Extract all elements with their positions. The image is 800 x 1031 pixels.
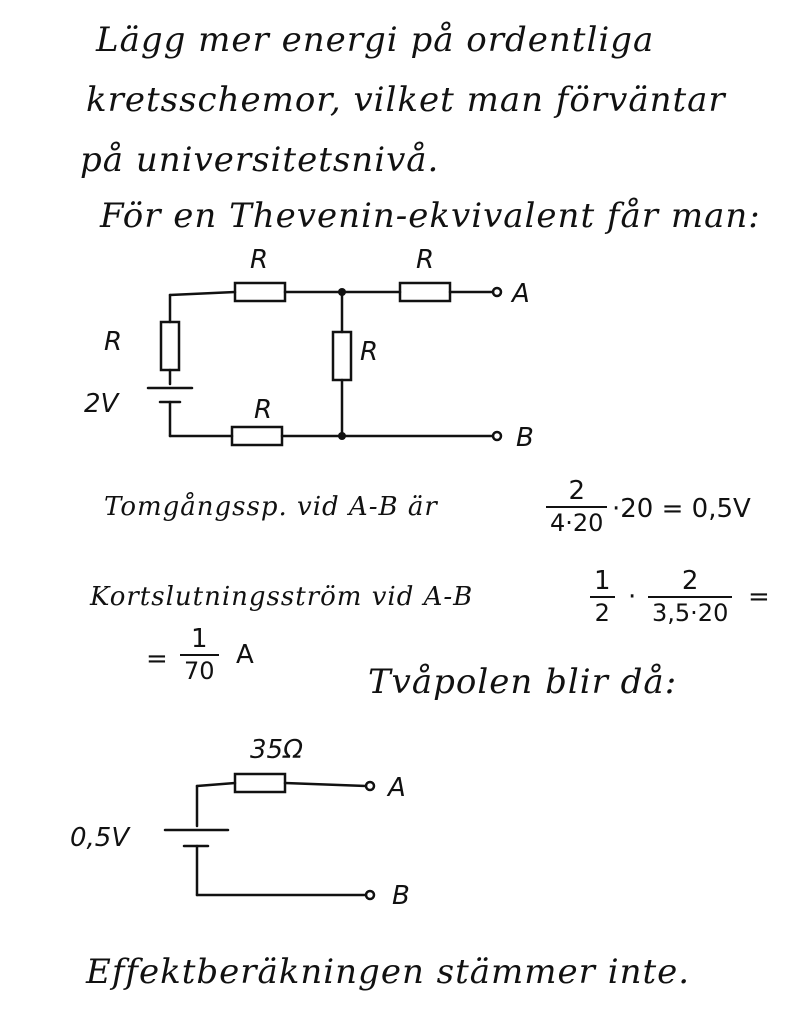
fraction-numerator: 2	[568, 476, 585, 506]
junction-dot-top	[338, 288, 346, 296]
circuit-diagram-2	[165, 774, 374, 899]
short-circuit-fraction-2	[648, 566, 732, 628]
source-label-1: 2V	[84, 389, 119, 419]
fraction-numerator: 1	[594, 566, 611, 596]
resistor-label-top-right: R	[416, 245, 435, 275]
resistor-label-top-left: R	[250, 245, 269, 275]
equals-sign-2: =	[146, 644, 168, 674]
terminal-b-label-2: B	[392, 881, 410, 911]
fraction-denominator: 2	[594, 599, 610, 627]
short-circuit-fraction-1	[590, 566, 615, 628]
equals-sign: =	[748, 582, 770, 612]
multiply-dot: ·	[628, 582, 637, 612]
twopole-text: Tvåpolen blir då:	[368, 662, 678, 702]
current-unit: A	[236, 640, 254, 670]
terminal-a-label-1: A	[512, 279, 530, 309]
resistor-label-left: R	[104, 327, 123, 357]
junction-dot-bottom	[338, 432, 346, 440]
fraction-numerator: 1	[191, 624, 208, 654]
closing-text: Effektberäkningen stämmer inte.	[86, 952, 691, 992]
short-circuit-result-fraction	[180, 624, 219, 686]
fraction-denominator: 4·20	[550, 509, 604, 537]
source-label-2: 0,5V	[70, 823, 130, 853]
terminal-b-label-1: B	[516, 423, 534, 453]
open-circuit-fraction	[546, 476, 607, 538]
terminal-a-label-2: A	[388, 773, 406, 803]
fraction-denominator: 3,5·20	[652, 599, 729, 627]
resistor-label-35ohm: 35Ω	[250, 735, 303, 765]
resistor-label-middle: R	[360, 337, 379, 367]
open-circuit-result: ·20 = 0,5V	[612, 494, 751, 524]
fraction-denominator: 70	[184, 657, 215, 685]
text-line-4: För en Thevenin-ekvivalent får man:	[100, 196, 761, 236]
text-line-2: kretsschemor, vilket man förväntar	[86, 80, 726, 120]
resistor-label-bottom: R	[254, 395, 273, 425]
fraction-numerator: 2	[681, 566, 699, 596]
text-line-1: Lägg mer energi på ordentliga	[96, 20, 655, 60]
open-circuit-label: Tomgångssp. vid A-B är	[104, 492, 438, 522]
short-circuit-label: Kortslutningsström vid A-B	[90, 582, 474, 612]
text-line-3: på universitetsnivå.	[80, 140, 440, 180]
